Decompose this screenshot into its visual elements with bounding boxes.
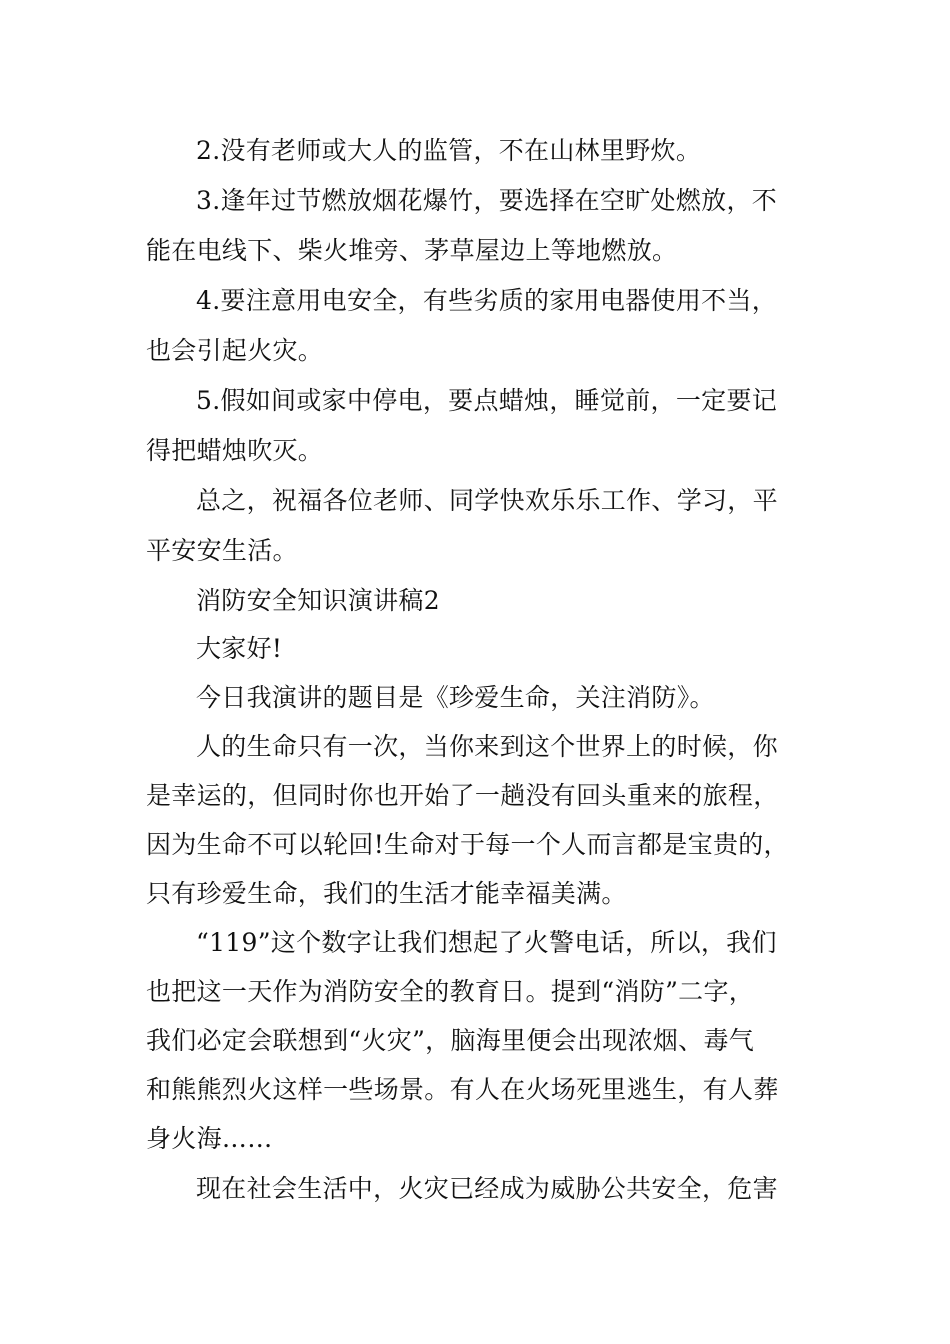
text-line: 2.没有老师或大人的监管，不在山林里野炊。 (196, 136, 702, 165)
text-line: 只有珍爱生命，我们的生活才能幸福美满。 (146, 879, 627, 908)
text-line: 是幸运的，但同时你也开始了一趟没有回头重来的旅程， (146, 781, 779, 810)
text-line: 和熊熊烈火这样一些场景。有人在火场死里逃生，有人葬 (146, 1075, 779, 1104)
text-line: 5.假如间或家中停电，要点蜡烛，睡觉前，一定要记 (196, 386, 778, 415)
text-line: 也会引起火灾。 (146, 336, 324, 365)
text-line: 总之，祝福各位老师、同学快欢乐乐工作、学习，平 (196, 486, 778, 515)
text-line: 现在社会生活中，火灾已经成为威胁公共安全，危害 (196, 1174, 778, 1203)
text-line: 3.逢年过节燃放烟花爆竹，要选择在空旷处燃放，不 (196, 186, 778, 215)
text-line: 今日我演讲的题目是《珍爱生命，关注消防》。 (196, 683, 715, 712)
text-line: 平安安生活。 (146, 536, 298, 565)
section-heading: 消防安全知识演讲稿2 (196, 586, 440, 615)
text-line: 人的生命只有一次，当你来到这个世界上的时候，你 (196, 732, 778, 761)
text-line: 身火海…… (146, 1124, 273, 1153)
text-line: 4.要注意用电安全，有些劣质的家用电器使用不当， (196, 286, 778, 315)
text-line: 我们必定会联想到“火灾”，脑海里便会出现浓烟、毒气 (146, 1026, 755, 1055)
text-line: 能在电线下、柴火堆旁、茅草屋边上等地燃放。 (146, 236, 678, 265)
text-line: 也把这一天作为消防安全的教育日。提到“消防”二字， (146, 977, 755, 1006)
text-line: 得把蜡烛吹灭。 (146, 436, 324, 465)
text-line: 大家好! (196, 634, 283, 663)
text-line: “119”这个数字让我们想起了火警电话，所以，我们 (196, 928, 777, 957)
text-line: 因为生命不可以轮回!生命对于每一个人而言都是宝贵的， (146, 830, 789, 859)
